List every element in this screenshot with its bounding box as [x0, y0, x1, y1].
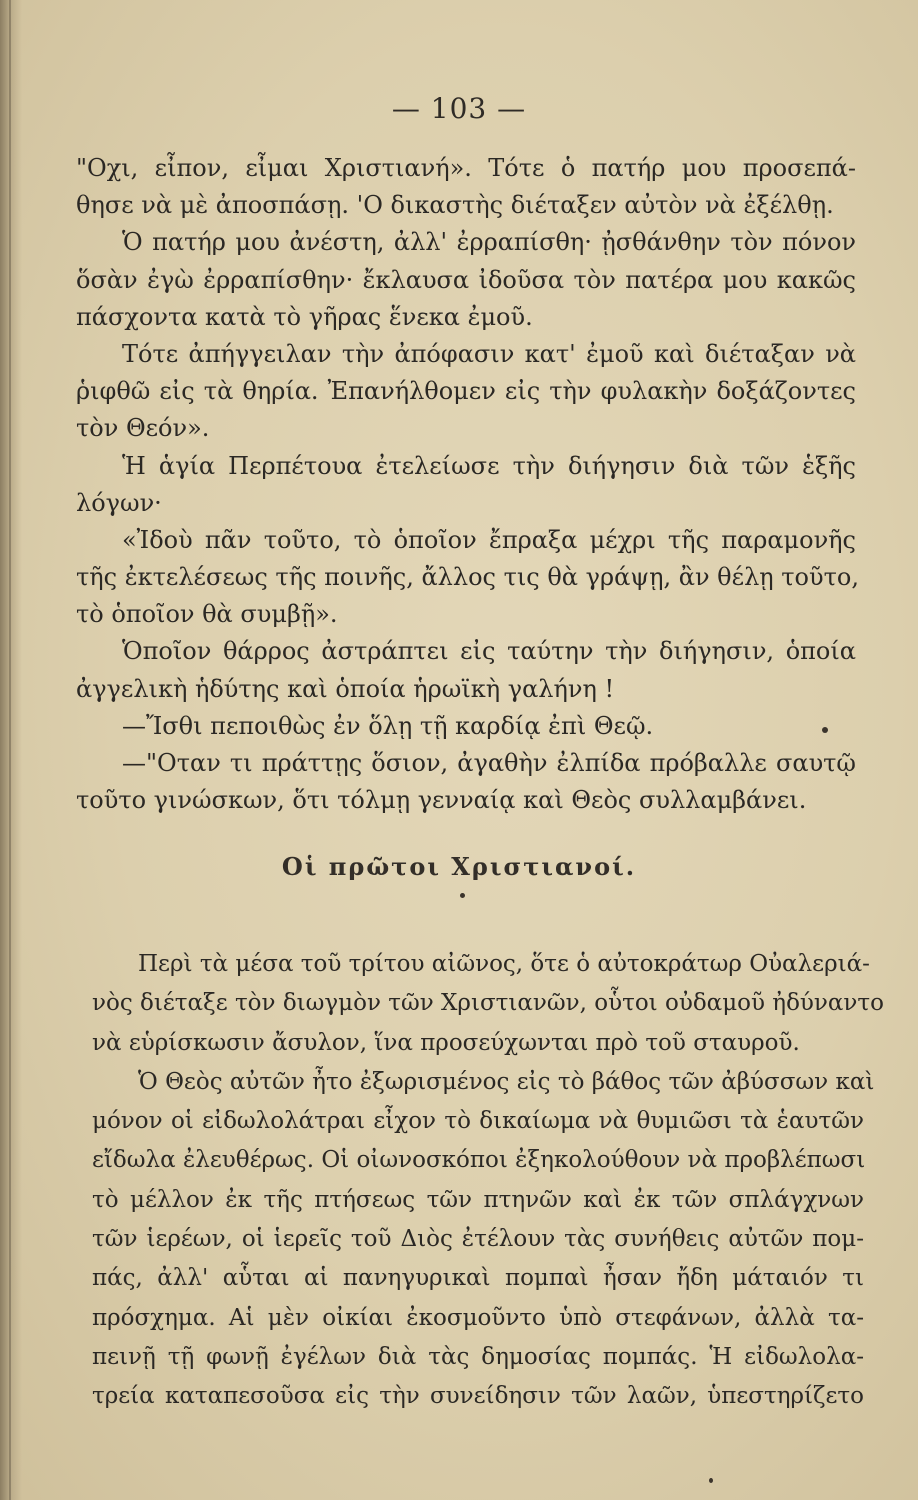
text-line: Περὶ τὰ μέσα τοῦ τρίτου αἰῶνος, ὅτε ὁ αὐτοκράτωρ Οὐαλεριά-	[138, 951, 870, 977]
ink-speck	[460, 893, 465, 898]
text-line: τοῦτο γινώσκων, ὅτι τόλμῃ γενναίᾳ καὶ Θεὸς συλλαμβάνει.	[76, 786, 807, 815]
body-text-top	[76, 150, 859, 819]
spine-edge	[9, 0, 11, 1500]
text-line: νὰ εὑρίσκωσιν ἄσυλον, ἵνα προσεύχωνται πρὸ τοῦ σταυροῦ.	[92, 1029, 800, 1056]
text-line: πρόσχημα. Αἱ μὲν οἰκίαι ἐκοσμοῦντο ὑπὸ στεφάνων, ἀλλὰ τα-	[92, 1304, 864, 1331]
text-line: τὸ ὁποῖον θὰ συμβῇ».	[76, 600, 338, 629]
text-line: θησε νὰ μὲ ἀποσπάσῃ. 'Ο δικαστὴς διέταξεν αὐτὸν νὰ ἐξέλθῃ.	[76, 191, 834, 220]
text-line: πάσχοντα κατὰ τὸ γῆρας ἕνεκα ἐμοῦ.	[76, 302, 533, 331]
text-line: —"Οταν τι πράττῃς ὅσιον, ἀγαθὴν ἐλπίδα πρόβαλλε σαυτῷ	[122, 749, 856, 777]
section-title: Οἱ πρῶτοι Χριστιανοί.	[281, 852, 637, 881]
text-line: τῆς ἐκτελέσεως τῆς ποινῆς, ἄλλος τις θὰ γράψῃ, ἂν θέλῃ τοῦτο,	[76, 563, 859, 592]
text-line: Ἡ ἁγία Περπέτουα ἐτελείωσε τὴν διήγησιν διὰ τῶν ἑξῆς	[122, 451, 856, 480]
ink-speck	[709, 1478, 713, 1483]
text-line: πάς, ἀλλ' αὗται αἱ πανηγυρικαὶ πομπαὶ ἦσαν ἤδη μάταιόν τι	[92, 1265, 864, 1292]
text-line: πεινῇ τῇ φωνῇ ἐγέλων διὰ τὰς δημοσίας πομπάς. Ἡ εἰδωλολα-	[92, 1343, 864, 1370]
spine-shadow	[0, 0, 22, 1500]
text-line: «Ἰδοὺ πᾶν τοῦτο, τὸ ὁποῖον ἔπραξα μέχρι τῆς παραμονῆς	[122, 525, 856, 554]
text-line: ὅσὰν ἐγὼ ἐρραπίσθην· ἔκλαυσα ἰδοῦσα τὸν πατέρα μου κακῶς	[76, 265, 856, 294]
text-line: εἴδωλα ἐλευθέρως. Οἱ οἰωνοσκόποι ἐξηκολούθουν νὰ προβλέπωσι	[92, 1147, 866, 1174]
text-line: —Ἴσθι πεποιθὼς ἐν ὅλῃ τῇ καρδίᾳ ἐπὶ Θεῷ.	[122, 711, 654, 740]
text-line: Ὁ πατήρ μου ἀνέστη, ἀλλ' ἐρραπίσθη· ᾐσθάνθην τὸν πόνον	[122, 228, 856, 257]
text-line: τρεία καταπεσοῦσα εἰς τὴν συνείδησιν τῶν λαῶν, ὑπεστηρίζετο	[92, 1383, 864, 1410]
text-line: μόνον οἱ εἰδωλολάτραι εἶχον τὸ δικαίωμα νὰ θυμιῶσι τὰ ἑαυτῶν	[92, 1108, 864, 1135]
text-line: Ὁ Θεὸς αὐτῶν ἦτο ἐξωρισμένος εἰς τὸ βάθος τῶν ἀβύσσων καὶ	[138, 1068, 875, 1095]
text-line: λόγων·	[76, 488, 162, 517]
ink-speck	[822, 727, 828, 733]
text-line: τὸ μέλλον ἐκ τῆς πτήσεως τῶν πτηνῶν καὶ ἐκ τῶν σπλάγχνων	[92, 1186, 864, 1213]
text-line: νὸς διέταξε τὸν διωγμὸν τῶν Χριστιανῶν, οὗτοι οὐδαμοῦ ἠδύναντο	[92, 990, 884, 1017]
text-line: Ὁποῖον θάρρος ἀστράπτει εἰς ταύτην τὴν διήγησιν, ὁποία	[122, 637, 856, 666]
text-line: ἀγγελικὴ ἡδύτης καὶ ὁποία ἡρωϊκὴ γαλήνη !	[76, 674, 615, 703]
text-line: τῶν ἱερέων, οἱ ἱερεῖς τοῦ Διὸς ἐτέλουν τὰς συνήθεις αὐτῶν πομ-	[92, 1226, 864, 1253]
page-number: — 103 —	[391, 92, 527, 125]
text-line: τὸν Θεόν».	[76, 414, 210, 443]
body-text-bottom	[92, 945, 884, 1417]
text-line: "Οχι, εἶπον, εἶμαι Χριστιανή». Τότε ὁ πατήρ μου προσεπά-	[76, 154, 856, 182]
text-line: Τότε ἀπήγγειλαν τὴν ἀπόφασιν κατ' ἐμοῦ καὶ διέταξαν νὰ	[122, 339, 856, 368]
text-line: ῥιφθῶ εἰς τὰ θηρία. Ἐπανήλθομεν εἰς τὴν φυλακὴν δοξάζοντες	[76, 377, 856, 406]
